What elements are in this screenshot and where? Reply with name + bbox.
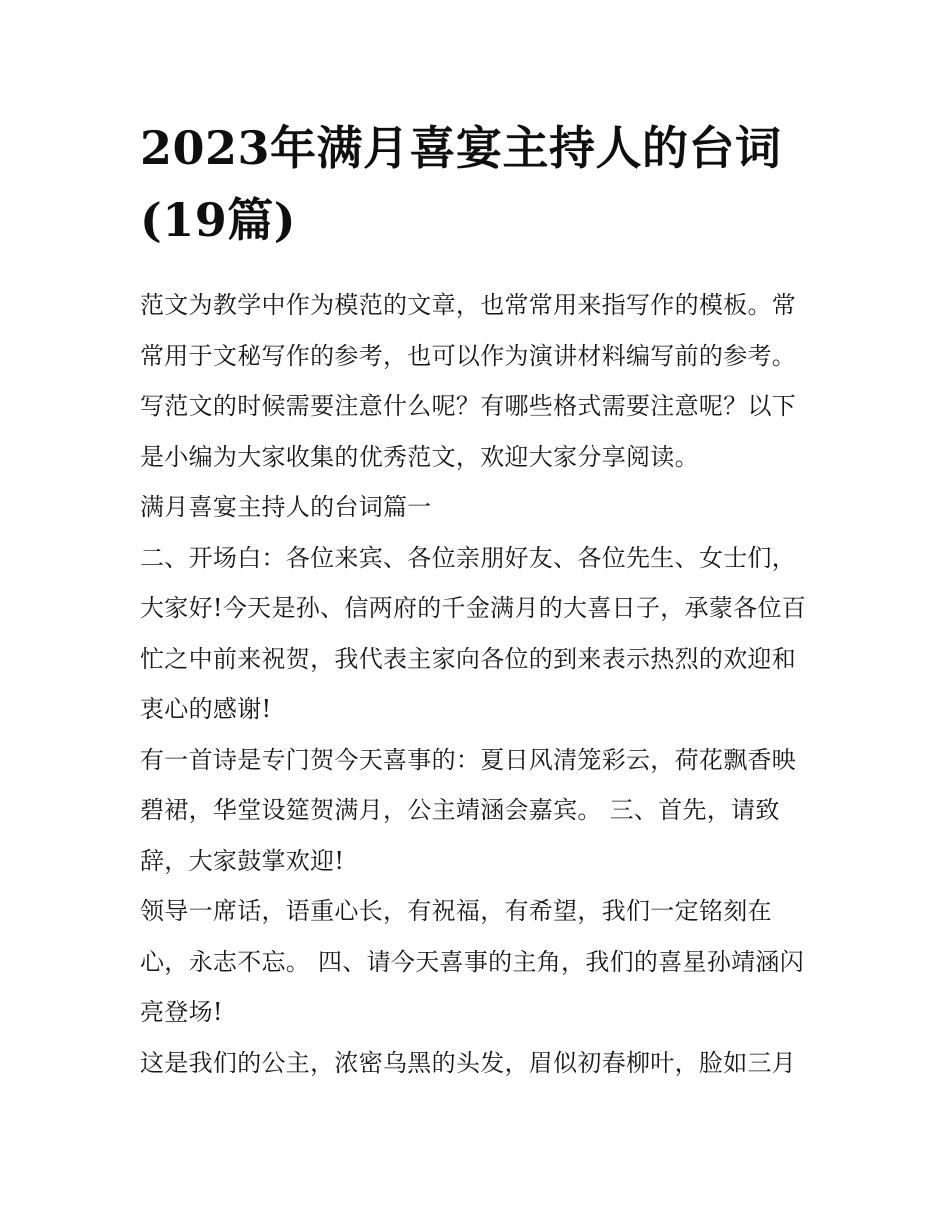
document-body — [140, 280, 820, 1088]
poem-paragraph: 有一首诗是专门贺今天喜事的：夏日风清笼彩云，荷花飘香映碧裙，华堂设筵贺满月，公主靖涵会嘉宾。 三、首先，请致辞，大家鼓掌欢迎! — [140, 745, 797, 875]
section-heading: 满月喜宴主持人的台词篇一 — [140, 493, 432, 521]
opening-paragraph: 二、开场白：各位来宾、各位亲朋好友、各位先生、女士们，大家好!今天是孙、信两府的千金满月的大喜日子，承蒙各位百忙之中前来祝贺，我代表主家向各位的到来表示热烈的欢迎和衷心的感谢! — [140, 543, 807, 723]
intro-paragraph: 范文为教学中作为模范的文章，也常常用来指写作的模板。常常用于文秘写作的参考，也可以作为演讲材料编写前的参考。写范文的时候需要注意什么呢？有哪些格式需要注意呢？以下是小编为大家收集的优秀范文，欢迎大家分享阅读。 — [140, 291, 797, 471]
leader-paragraph: 领导一席话，语重心长，有祝福，有希望，我们一定铭刻在心，永志不忘。 四、请今天喜事的主角，我们的喜星孙靖涵闪亮登场! — [140, 897, 805, 1026]
princess-paragraph: 这是我们的公主，浓密乌黑的头发，眉似初春柳叶，脸如三月 — [140, 1048, 797, 1077]
document-title: 2023年满月喜宴主持人的台词(19篇) — [140, 121, 782, 247]
